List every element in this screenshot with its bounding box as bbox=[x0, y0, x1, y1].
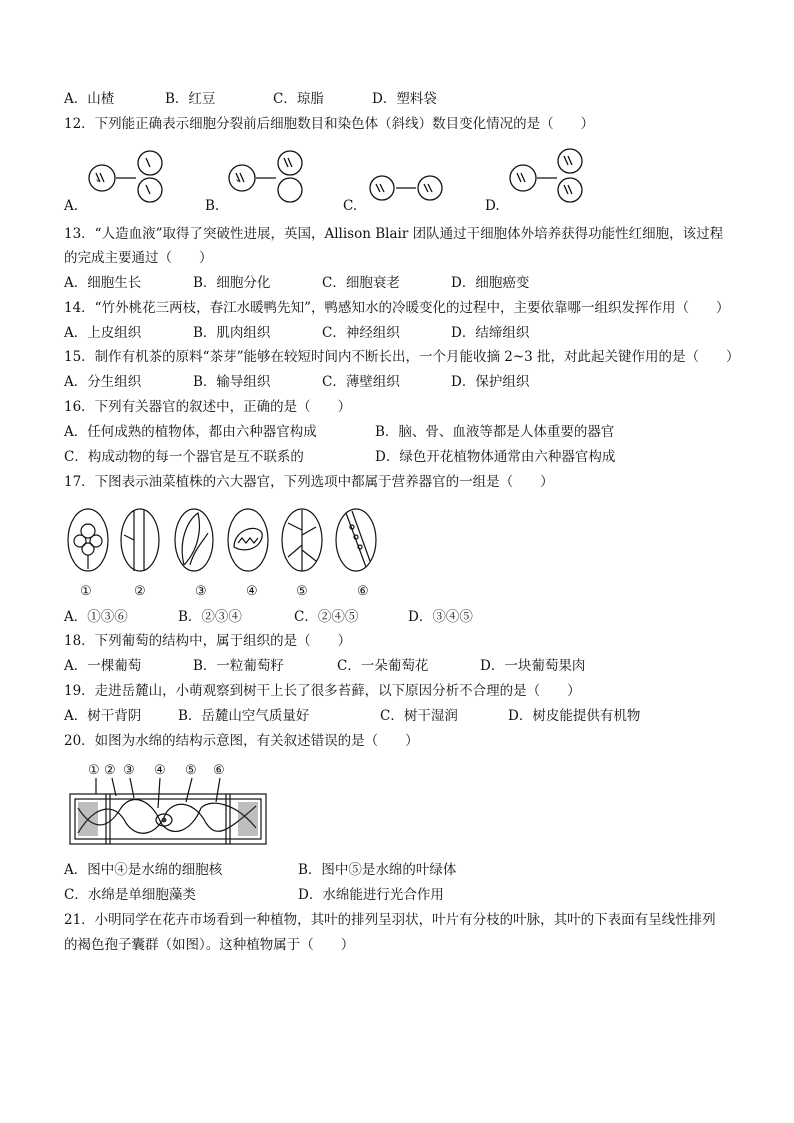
q13-option-c: C．细胞衰老 bbox=[322, 275, 400, 291]
q18-option-a: A．一棵葡萄 bbox=[64, 658, 142, 674]
q11-option-a: A．山楂 bbox=[64, 91, 115, 107]
q21-stem-line2: 的褐色孢子囊群（如图）。这种植物属于（ ） bbox=[64, 937, 355, 953]
q17-figure-label-6: ⑥ bbox=[357, 584, 369, 599]
q14-stem: 14．“竹外桃花三两枝，春江水暖鸭先知”，鸭感知水的冷暖变化的过程中，主要依靠哪一组织发挥作用（ ） bbox=[64, 300, 730, 316]
q20-figure-label-4: ④ bbox=[154, 763, 166, 778]
q16-option-d: D．绿色开花植物体通常由六种器官构成 bbox=[375, 449, 616, 465]
q16-stem: 16．下列有关器官的叙述中，正确的是（ ） bbox=[64, 399, 352, 415]
q17-option-c: C．②④⑤ bbox=[294, 609, 359, 625]
q20-option-a: A．图中④是水绵的细胞核 bbox=[64, 862, 223, 878]
q20-figure-label-2: ② bbox=[104, 763, 116, 778]
q15-option-c: C．薄壁组织 bbox=[322, 374, 400, 390]
q12-label-d: D. bbox=[485, 198, 500, 214]
q17-option-d: D．③④⑤ bbox=[408, 609, 473, 625]
q16-option-a: A．任何成熟的植物体，都由六种器官构成 bbox=[64, 424, 317, 440]
q17-option-b: B．②③④ bbox=[178, 609, 242, 625]
q17-figure-label-5: ⑤ bbox=[296, 584, 308, 599]
q17-figure-label-2: ② bbox=[134, 584, 146, 599]
q18-option-b: B．一粒葡萄籽 bbox=[193, 658, 284, 674]
q13-option-d: D．细胞癌变 bbox=[451, 275, 530, 291]
q19-option-b: B．岳麓山空气质量好 bbox=[178, 708, 310, 724]
q17-figure-label-3: ③ bbox=[195, 584, 207, 599]
q15-option-a: A．分生组织 bbox=[64, 374, 142, 390]
q13-stem-line1: 13．“人造血液”取得了突破性进展，英国，Allison Blair 团队通过干细胞体外培养获得功能性红细胞，该过程 bbox=[64, 226, 724, 242]
q20-option-b: B．图中⑤是水绵的叶绿体 bbox=[298, 862, 457, 878]
q14-option-b: B．肌肉组织 bbox=[193, 325, 271, 341]
q19-option-a: A．树干背阴 bbox=[64, 708, 142, 724]
q15-option-b: B．输导组织 bbox=[193, 374, 271, 390]
q11-option-c: C．琼脂 bbox=[273, 91, 324, 107]
q18-option-d: D．一块葡萄果肉 bbox=[480, 658, 586, 674]
q17-figure bbox=[66, 505, 386, 585]
q20-stem: 20．如图为水绵的结构示意图，有关叙述错误的是（ ） bbox=[64, 733, 419, 749]
q20-figure-label-6: ⑥ bbox=[213, 763, 225, 778]
q12-label-c: C. bbox=[343, 198, 358, 214]
q21-stem-line1: 21．小明同学在花卉市场看到一种植物，其叶的排列呈羽状，叶片有分枝的叶脉，其叶的下表面有呈线性排列 bbox=[64, 912, 716, 928]
q20-figure-label-1: ① bbox=[88, 763, 100, 778]
q19-stem: 19．走进岳麓山，小萌观察到树干上长了很多苔藓，以下原因分析不合理的是（ ） bbox=[64, 683, 581, 699]
q12-label-b: B. bbox=[205, 198, 220, 214]
q14-option-a: A．上皮组织 bbox=[64, 325, 142, 341]
q13-option-b: B．细胞分化 bbox=[193, 275, 271, 291]
q11-option-b: B．红豆 bbox=[165, 91, 216, 107]
q18-option-c: C．一朵葡萄花 bbox=[337, 658, 429, 674]
q12-stem: 12．下列能正确表示细胞分裂前后细胞数目和染色体（斜线）数目变化情况的是（ ） bbox=[64, 116, 595, 132]
q13-stem-line2: 的完成主要通过（ ） bbox=[64, 250, 213, 266]
q13-option-a: A．细胞生长 bbox=[64, 275, 142, 291]
q20-option-d: D．水绵能进行光合作用 bbox=[298, 887, 444, 903]
q18-stem: 18．下列葡萄的结构中，属于组织的是（ ） bbox=[64, 633, 352, 649]
q20-spirogyra-figure bbox=[66, 778, 276, 850]
q15-stem: 15．制作有机茶的原料“茶芽”能够在较短时间内不断长出，一个月能收摘 2~3 批，对此起关键作用的是（ ） bbox=[64, 349, 740, 365]
q16-option-b: B．脑、骨、血液等都是人体重要的器官 bbox=[375, 424, 615, 440]
q19-option-d: D．树皮能提供有机物 bbox=[508, 708, 641, 724]
q17-option-a: A．①③⑥ bbox=[64, 609, 128, 625]
q17-figure-label-4: ④ bbox=[246, 584, 258, 599]
q15-option-d: D．保护组织 bbox=[451, 374, 530, 390]
q20-option-c: C．水绵是单细胞藻类 bbox=[64, 887, 196, 903]
q16-option-c: C．构成动物的每一个器官是互不联系的 bbox=[64, 449, 304, 465]
q20-figure-label-5: ⑤ bbox=[185, 763, 197, 778]
q14-option-d: D．结缔组织 bbox=[451, 325, 530, 341]
q20-figure-label-3: ③ bbox=[123, 763, 135, 778]
q19-option-c: C．树干湿润 bbox=[380, 708, 458, 724]
q11-option-d: D．塑料袋 bbox=[372, 91, 437, 107]
q12-label-a: A. bbox=[64, 198, 79, 214]
q14-option-c: C．神经组织 bbox=[322, 325, 400, 341]
q17-figure-label-1: ① bbox=[80, 584, 92, 599]
q17-stem: 17．下图表示油菜植株的六大器官，下列选项中都属于营养器官的一组是（ ） bbox=[64, 474, 554, 490]
